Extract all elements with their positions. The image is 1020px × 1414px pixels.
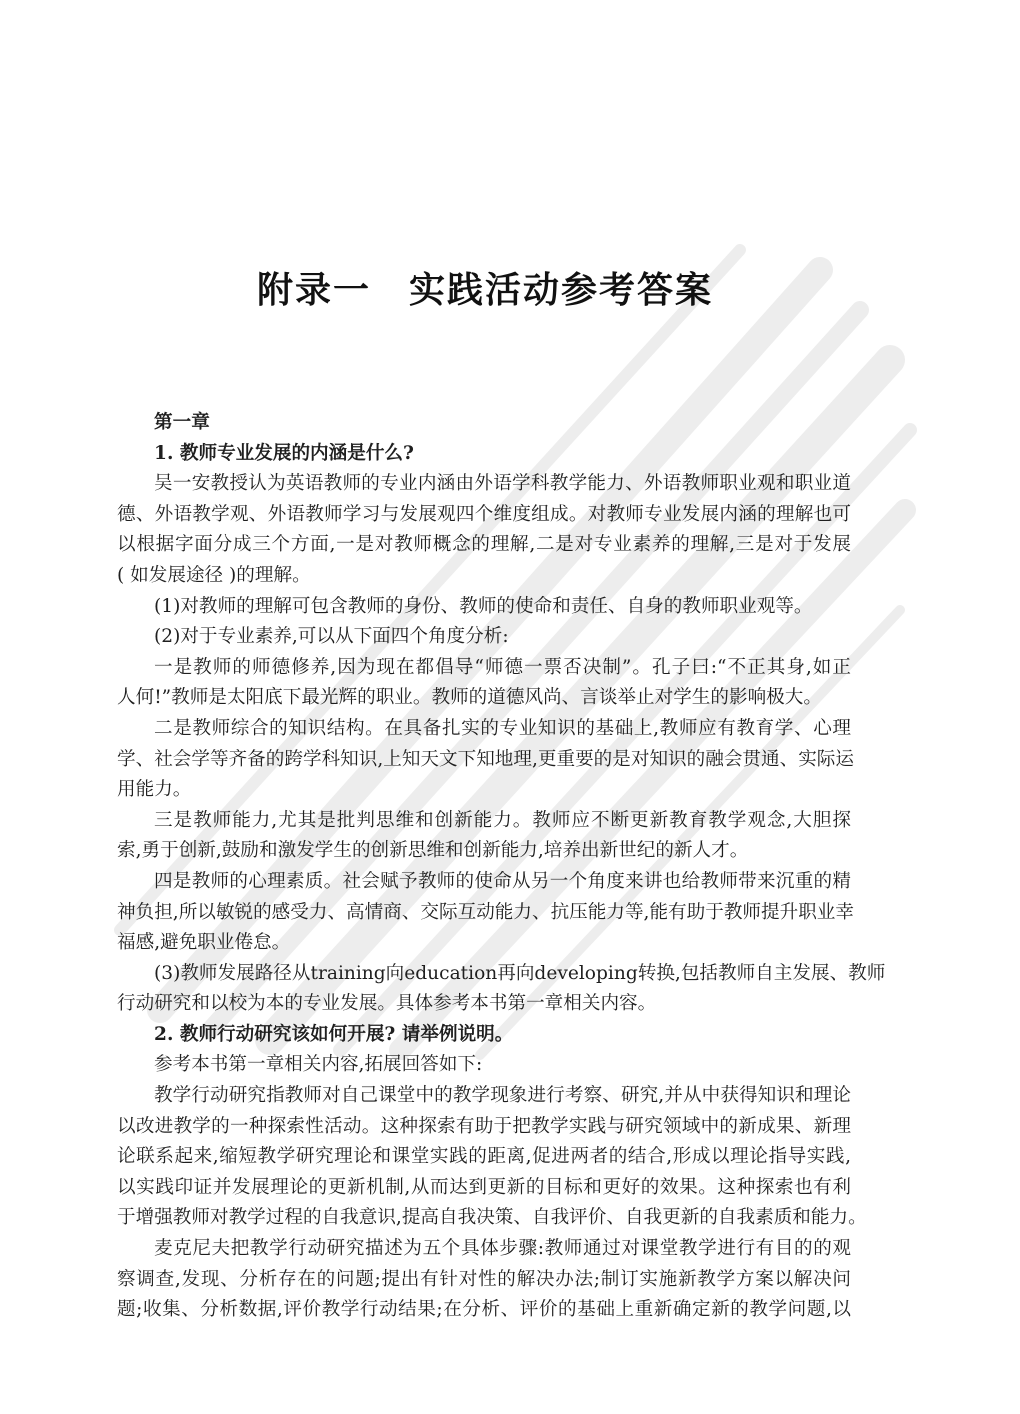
section-heading-line: 1. 教师专业发展的内涵是什么?: [154, 442, 414, 464]
text-line: 吴一安教授认为英语教师的专业内涵由外语学科教学能力、外语教师职业观和职业道: [154, 473, 851, 495]
text-line: (2)对于专业素养,可以从下面四个角度分析:: [154, 626, 509, 648]
text-line: (1)对教师的理解可包含教师的身份、教师的使命和责任、自身的教师职业观等。: [154, 595, 813, 617]
text-line: 参考本书第一章相关内容,拓展回答如下:: [154, 1054, 483, 1076]
text-line: 四是教师的心理素质。社会赋予教师的使命从另一个角度来讲也给教师带来沉重的精: [154, 870, 851, 892]
text-line: 以实践印证并发展理论的更新机制,从而达到更新的目标和更好的效果。这种探索也有利: [117, 1176, 851, 1198]
text-line: 德、外语教学观、外语教师学习与发展观四个维度组成。对教师专业发展内涵的理解也可: [117, 503, 851, 525]
text-line: 二是教师综合的知识结构。在具备扎实的专业知识的基础上,教师应有教育学、心理: [154, 717, 851, 739]
text-line: 以根据字面分成三个方面,一是对教师概念的理解,二是对专业素养的理解,三是对于发展: [117, 534, 851, 556]
text-line: 于增强教师对教学过程的自我意识,提高自我决策、自我评价、自我更新的自我素质和能力。: [117, 1207, 867, 1229]
text-line: (3)教师发展路径从training向education再向developing转换,包括教师自主发展、教师: [154, 962, 886, 984]
section-heading-line: 第一章: [154, 412, 210, 433]
text-line: 用能力。: [117, 779, 192, 801]
body-text: [117, 408, 886, 1326]
text-line: 题;收集、分析数据,评价教学行动结果;在分析、评价的基础上重新确定新的教学问题,以: [117, 1299, 851, 1321]
text-line: 论联系起来,缩短教学研究理论和课堂实践的距离,促进两者的结合,形成以理论指导实践,: [117, 1146, 851, 1168]
text-line: 人何!”教师是太阳底下最光辉的职业。教师的道德风尚、言谈举止对学生的影响极大。: [117, 687, 822, 709]
text-line: 三是教师能力,尤其是批判思维和创新能力。教师应不断更新教育教学观念,大胆探: [154, 809, 851, 831]
text-line: 以改进教学的一种探索性活动。这种探索有助于把教学实践与研究领域中的新成果、新理: [117, 1115, 851, 1137]
text-line: 索,勇于创新,鼓励和激发学生的创新思维和创新能力,培养出新世纪的新人才。: [117, 840, 749, 862]
text-line: 麦克尼夫把教学行动研究描述为五个具体步骤:教师通过对课堂教学进行有目的的观: [154, 1238, 851, 1260]
text-line: 一是教师的师德修养,因为现在都倡导“师德一票否决制”。孔子曰:“不正其身,如正: [154, 656, 851, 678]
text-line: 神负担,所以敏锐的感受力、高情商、交际互动能力、抗压能力等,能有助于教师提升职业幸: [117, 901, 854, 923]
text-line: 福感,避免职业倦怠。: [117, 932, 291, 954]
text-line: 学、社会学等齐备的跨学科知识,上知天文下知地理,更重要的是对知识的融会贯通、实际运: [117, 748, 854, 770]
text-line: 行动研究和以校为本的专业发展。具体参考本书第一章相关内容。: [117, 993, 657, 1015]
text-line: 教学行动研究指教师对自己课堂中的教学现象进行考察、研究,并从中获得知识和理论: [154, 1085, 851, 1107]
text-line: 察调查,发现、分析存在的问题;提出有针对性的解决办法;制订实施新教学方案以解决问: [117, 1268, 851, 1290]
section-heading-line: 2. 教师行动研究该如何开展? 请举例说明。: [154, 1023, 514, 1045]
page-title: 附录一 实践活动参考答案: [256, 269, 713, 311]
text-line: ( 如发展途径 )的理解。: [117, 564, 311, 586]
